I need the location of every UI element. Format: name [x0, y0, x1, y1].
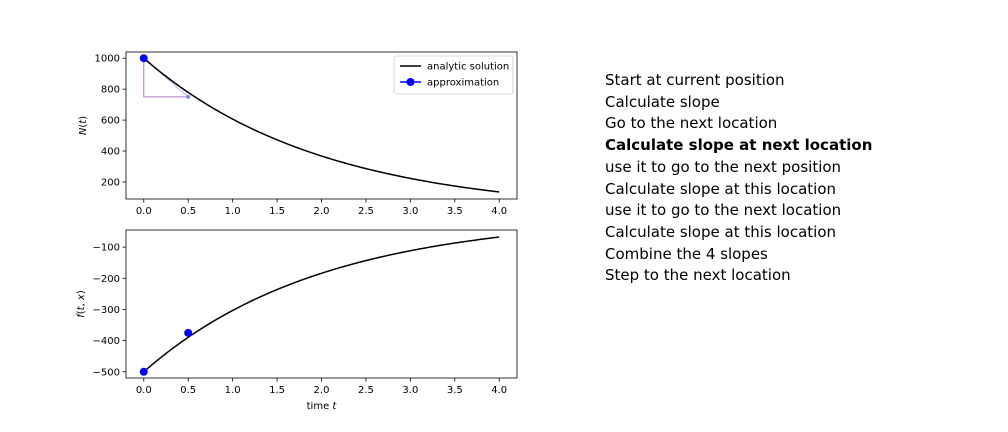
- x-tick-label: 3.0: [402, 206, 419, 217]
- x-axis-label-part: t: [332, 401, 337, 412]
- y-tick-label: −400: [92, 336, 120, 348]
- step-item: Calculate slope at this location: [605, 179, 836, 198]
- x-tick-label: 2.0: [313, 385, 330, 396]
- data-point: [184, 329, 192, 337]
- x-tick-label: 2.5: [357, 206, 374, 217]
- y-tick-label: −100: [92, 242, 120, 254]
- series-line: [144, 237, 499, 372]
- legend-label: analytic solution: [427, 61, 510, 73]
- x-tick-label: 1.0: [224, 385, 241, 396]
- x-axis-label-part: time: [306, 401, 333, 412]
- data-point: [140, 368, 148, 376]
- step-item: Calculate slope at this location: [605, 222, 836, 241]
- y-axis-label-part: x: [76, 294, 87, 301]
- legend-label: approximation: [427, 77, 500, 89]
- steps-list: [605, 70, 872, 287]
- step-item: Go to the next location: [605, 114, 778, 133]
- x-tick-label: 0.0: [135, 385, 152, 396]
- step-item: use it to go to the next position: [605, 157, 842, 176]
- x-tick-label: 1.5: [269, 385, 286, 396]
- y-axis-label-part: ): [78, 115, 89, 120]
- y-axis-label-part: t: [76, 306, 87, 311]
- y-axis-label-part: (: [76, 310, 87, 315]
- step-item: use it to go to the next location: [605, 201, 842, 220]
- x-tick-label: 3.0: [402, 385, 419, 396]
- y-tick-label: 800: [100, 84, 120, 96]
- y-axis-label: [76, 290, 87, 318]
- data-layer: [144, 237, 499, 372]
- y-tick-label: 600: [100, 115, 120, 127]
- y-tick-label: 200: [100, 177, 120, 189]
- x-tick-label: 3.5: [446, 206, 463, 217]
- y-axis-label-part: ,: [76, 300, 87, 307]
- y-axis-label: [78, 116, 89, 135]
- step-item: Combine the 4 slopes: [605, 244, 768, 263]
- x-tick-label: 2.0: [313, 206, 330, 217]
- data-point: [140, 54, 148, 62]
- plot-bottom: [76, 230, 517, 412]
- y-axis-label-part: (: [78, 123, 89, 128]
- y-axis-label-part: N: [78, 127, 89, 136]
- y-tick-label: −200: [92, 273, 120, 285]
- x-tick-label: 1.5: [269, 206, 286, 217]
- x-tick-label: 0.5: [180, 385, 197, 396]
- y-tick-label: −500: [92, 367, 120, 379]
- y-tick-label: −300: [92, 304, 120, 316]
- plot-top: [78, 52, 517, 217]
- x-tick-label: 0.0: [135, 206, 152, 217]
- x-tick-label: 0.5: [180, 206, 197, 217]
- step-item: Start at current position: [605, 71, 785, 89]
- step-item: Calculate slope at next location: [605, 136, 873, 155]
- axes-frame: [126, 230, 517, 378]
- x-tick-label: 1.0: [224, 206, 241, 217]
- x-tick-label: 4.0: [491, 206, 508, 217]
- step-item: Step to the next location: [605, 266, 791, 285]
- legend-marker: [407, 78, 415, 86]
- step-item: Calculate slope: [605, 92, 720, 111]
- y-tick-label: 1000: [94, 53, 120, 65]
- slope-point: [186, 95, 190, 99]
- y-axis-label-part: t: [78, 119, 89, 124]
- y-tick-label: 400: [100, 146, 120, 158]
- x-tick-label: 2.5: [357, 385, 374, 396]
- legend: [394, 56, 513, 94]
- y-axis-label-part: f: [76, 314, 87, 318]
- y-axis-label-part: ): [76, 290, 87, 295]
- x-tick-label: 4.0: [491, 385, 508, 396]
- x-axis-label: [307, 401, 338, 412]
- x-tick-label: 3.5: [446, 385, 463, 396]
